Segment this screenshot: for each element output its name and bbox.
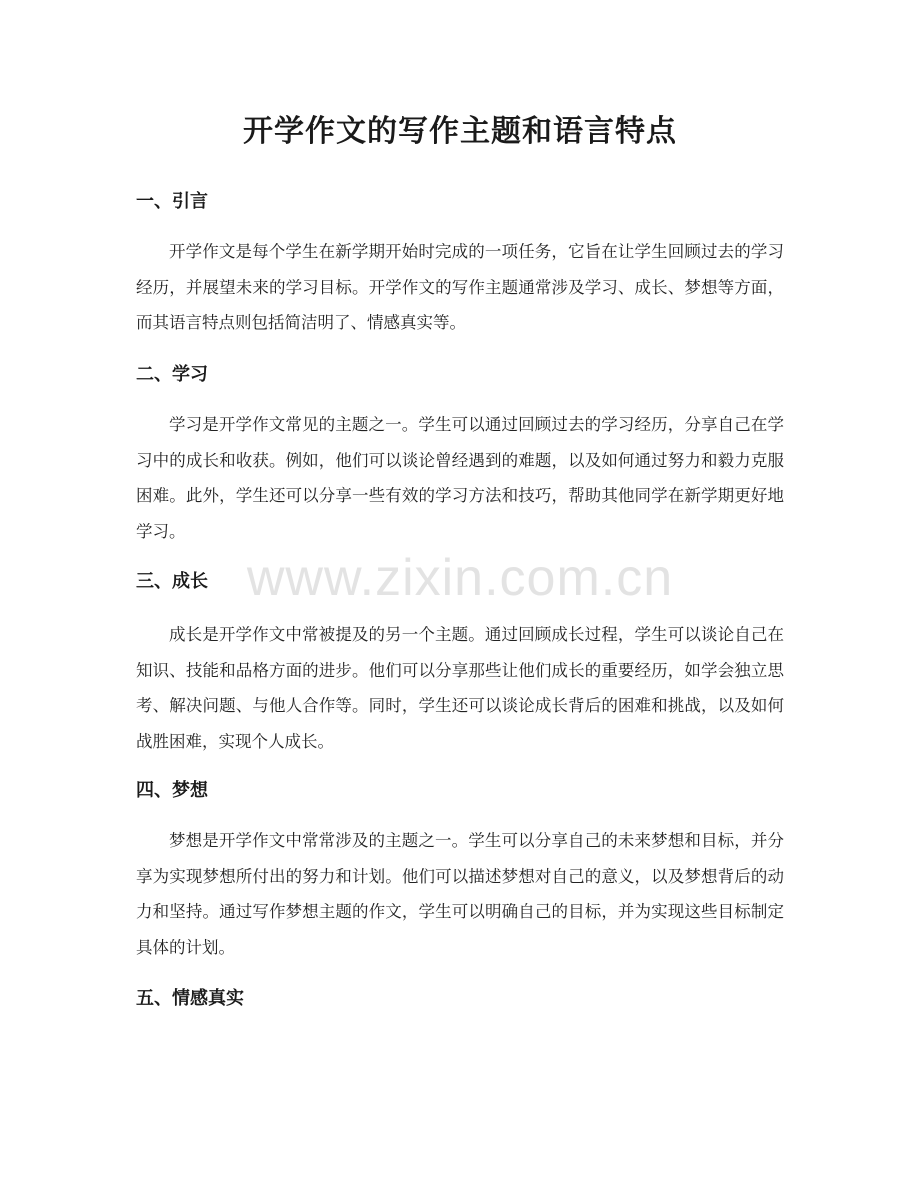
section-heading-emotion: 五、情感真实 bbox=[136, 988, 244, 1009]
section-paragraph-study: 学习是开学作文常见的主题之一。学生可以通过回顾过去的学习经历，分享自己在学习中的成长和收获。例如，他们可以谈论曾经遇到的难题，以及如何通过努力和毅力克服困难。此外，学生还可以分享一些有效的学习方法和技巧，帮助其他同学在新学期更好地学习。 bbox=[136, 415, 784, 541]
section-heading-study: 二、学习 bbox=[136, 364, 208, 385]
section-paragraph-growth: 成长是开学作文中常被提及的另一个主题。通过回顾成长过程，学生可以谈论自己在知识、技能和品格方面的进步。他们可以分享那些让他们成长的重要经历，如学会独立思考、解决问题、与他人合作等。同时，学生还可以谈论成长背后的困难和挑战，以及如何战胜困难，实现个人成长。 bbox=[136, 625, 784, 751]
watermark: www.zixin.com.cn bbox=[246, 549, 674, 607]
page-title: 开学作文的写作主题和语言特点 bbox=[243, 114, 677, 149]
section-heading-growth: 三、成长 bbox=[136, 571, 208, 592]
section-heading-dream: 四、梦想 bbox=[136, 780, 208, 801]
section-paragraph-dream: 梦想是开学作文中常常涉及的主题之一。学生可以分享自己的未来梦想和目标，并分享为实现梦想所付出的努力和计划。他们可以描述梦想对自己的意义，以及梦想背后的动力和坚持。通过写作梦想主题的作文，学生可以明确自己的目标，并为实现这些目标制定具体的计划。 bbox=[136, 831, 784, 957]
section-paragraph-introduction: 开学作文是每个学生在新学期开始时完成的一项任务，它旨在让学生回顾过去的学习经历，并展望未来的学习目标。开学作文的写作主题通常涉及学习、成长、梦想等方面，而其语言特点则包括简洁明了、情感真实等。 bbox=[136, 242, 784, 332]
section-heading-introduction: 一、引言 bbox=[136, 191, 208, 212]
